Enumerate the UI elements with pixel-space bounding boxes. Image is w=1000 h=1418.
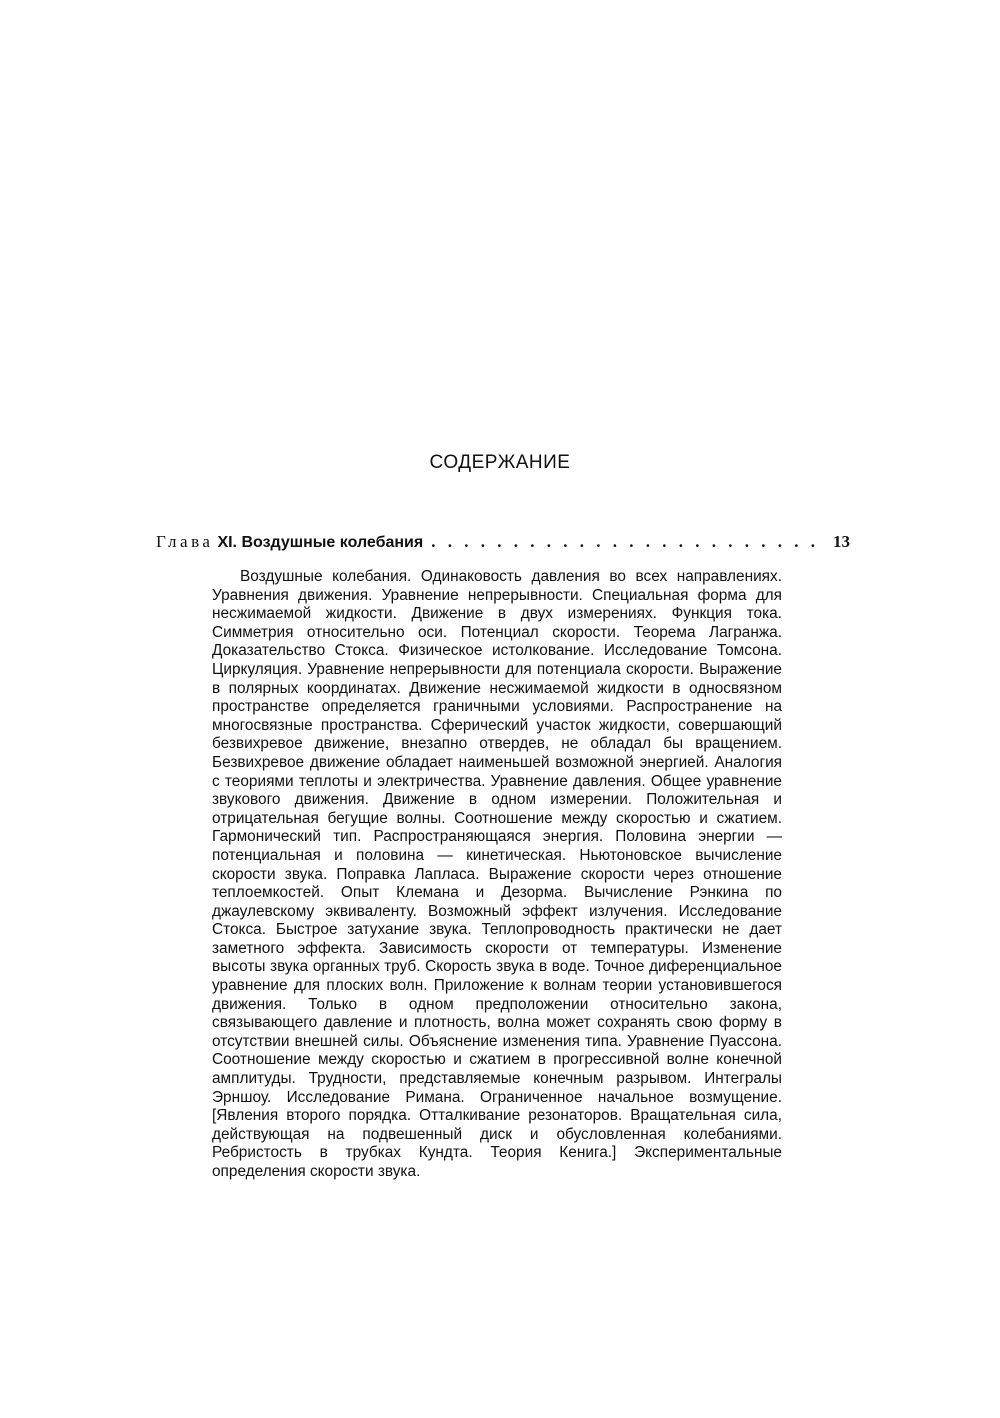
chapter-title: XI. Воздушные колебания xyxy=(217,534,424,551)
chapter-page-number: 13 xyxy=(833,532,850,551)
chapter-prefix: Глава xyxy=(156,532,214,551)
page-title: СОДЕРЖАНИЕ xyxy=(429,452,571,473)
leader-dots xyxy=(431,532,818,552)
chapter-contents-text: Воздушные колебания. Одинаковость давления во всех направлениях. Уравнения движения. Уравнение непрерывности. Специальная форма для несжимаемой жидкости. Движение в двух измерениях. Функция тока. Симметрия относительно оси. Потенциал скорости. Теорема Лагранжа. Доказательство Стокса. Физическое истолкование. Исследование Томсона. Циркуляция. Уравнение непрерывности для потенциала скорости. Выражение в полярных координатах. Движение несжимаемой жидкости в односвязном пространстве определяется граничными условиями. Распространение на многосвязные пространства. Сферический участок жидкости, совершающий безвихревое движение, внезапно отвердев, не обладал бы вращением. Безвихревое движение обладает наименьшей возможной энергией. Аналогия с теориями теплоты и электричества. Уравнение давления. Общее уравнение звукового движения. Движение в одном измерении. Положительная и отрицательная бегущие волны. Соотношение между скоростью и сжатием. Гармонический тип. Распространяющаяся энергия. Половина энергии — потенциальная и половина — кинетическая. Ньютоновское вычисление скорости звука. Поправка Лапласа. Выражение скорости через отношение теплоемкостей. Опыт Клемана и Дезорма. Вычисление Рэнкина по джаулевскому эквиваленту. Возможный эффект излучения. Исследование Стокса. Быстрое затухание звука. Теплопроводность практически не дает заметного эффекта. Зависимость скорости от температуры. Изменение высоты звука органных труб. Скорость звука в воде. Точное диференциальное уравнение для плоских волн. Приложение к волнам теории установившегося движения. Только в одном предположении относительно закона, связывающего давление и плотность, волна может сохранять свою форму в отсутствии внешней силы. Объяснение изменения типа. Уравнение Пуассона. Соотношение между скоростью и сжатием в прогрессивной волне конечной амплитуды. Трудности, представляемые конечным разрывом. Интегралы Эрншоу. Исследование Римана. Ограниченное начальное возмущение. [Явления второго порядка. Отталкивание резонаторов. Вращательная сила, действующая на подвешенный диск и обусловленная колебаниями. Ребристость в трубках Кундта. Теория Кенига.] Экспериментальные определения скорости звука. xyxy=(212,568,782,1180)
chapter-heading xyxy=(156,532,850,556)
